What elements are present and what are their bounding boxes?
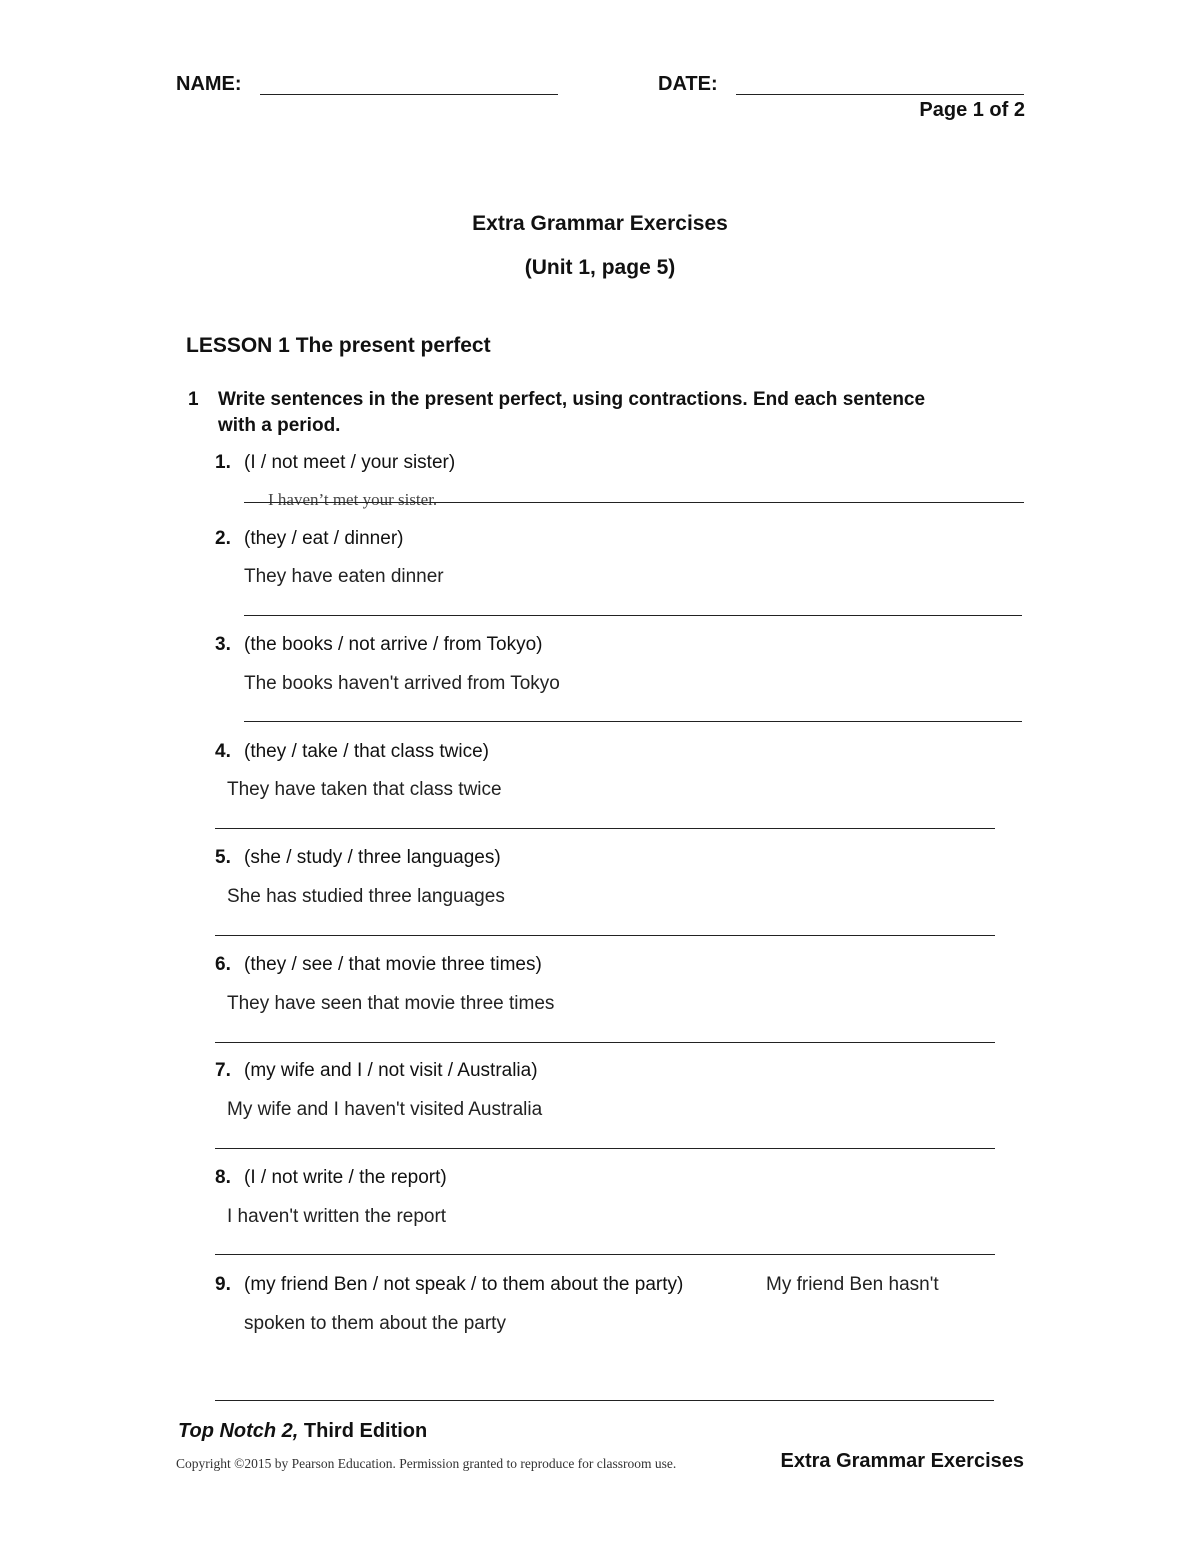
answer-line[interactable]	[215, 1254, 995, 1255]
item-answer[interactable]: My friend Ben hasn't	[766, 1274, 939, 1295]
name-label: NAME:	[176, 73, 242, 95]
item-prompt: (my friend Ben / not speak / to them about the party)	[244, 1274, 684, 1295]
item-number: 5.	[215, 847, 231, 868]
item-number: 7.	[215, 1060, 231, 1081]
footer-book-title-line	[178, 1420, 427, 1443]
item-answer[interactable]: I haven't written the report	[227, 1206, 447, 1227]
item-prompt: (they / see / that movie three times)	[244, 954, 542, 975]
item-prompt: (they / take / that class twice)	[244, 741, 489, 762]
item-prompt: (my wife and I / not visit / Australia)	[244, 1060, 538, 1081]
exercise-instruction-line2: with a period.	[218, 415, 341, 436]
footer-book-title: Top Notch 2,	[178, 1420, 299, 1442]
answer-line[interactable]	[215, 1400, 994, 1401]
item-number: 3.	[215, 634, 231, 655]
item-prompt: (the books / not arrive / from Tokyo)	[244, 634, 543, 655]
item-answer[interactable]: My wife and I haven't visited Australia	[227, 1099, 543, 1120]
date-field-line[interactable]	[736, 94, 1024, 95]
footer-edition: Third Edition	[298, 1420, 428, 1442]
item-prompt: (I / not write / the report)	[244, 1167, 447, 1188]
item-answer[interactable]: They have taken that class twice	[227, 779, 502, 800]
item-number: 9.	[215, 1274, 231, 1295]
answer-line[interactable]	[244, 721, 1022, 722]
answer-line[interactable]	[215, 935, 995, 936]
date-label: DATE:	[658, 73, 718, 95]
item-answer[interactable]: They have eaten dinner	[244, 566, 444, 587]
item-number: 8.	[215, 1167, 231, 1188]
item-answer[interactable]: The books haven't arrived from Tokyo	[244, 673, 560, 694]
exercise-number: 1	[188, 389, 199, 410]
item-answer[interactable]: They have seen that movie three times	[227, 993, 555, 1014]
answer-line[interactable]	[215, 1148, 995, 1149]
item-number: 4.	[215, 741, 231, 762]
page-indicator: Page 1 of 2	[919, 99, 1025, 121]
item-prompt: (I / not meet / your sister)	[244, 452, 456, 473]
page-title: Extra Grammar Exercises	[472, 212, 728, 235]
footer-copyright: Copyright ©2015 by Pearson Education. Permission granted to reproduce for classroom use.	[176, 1456, 677, 1471]
page-subtitle: (Unit 1, page 5)	[524, 256, 676, 279]
item-prompt: (she / study / three languages)	[244, 847, 501, 868]
item-number: 6.	[215, 954, 231, 975]
example-answer: I haven’t met your sister.	[268, 490, 438, 509]
item-number: 2.	[215, 528, 231, 549]
answer-line[interactable]	[215, 828, 995, 829]
footer-section-label: Extra Grammar Exercises	[780, 1450, 1024, 1472]
item-answer-continued[interactable]: spoken to them about the party	[244, 1313, 506, 1334]
answer-line[interactable]	[244, 615, 1022, 616]
exercise-instruction-line1: Write sentences in the present perfect, using contractions. End each sentence	[218, 389, 926, 410]
lesson-heading: LESSON 1 The present perfect	[186, 334, 491, 357]
item-prompt: (they / eat / dinner)	[244, 528, 404, 549]
name-field-line[interactable]	[260, 94, 558, 95]
answer-line[interactable]	[215, 1042, 995, 1043]
item-number: 1.	[215, 452, 231, 473]
answer-line[interactable]	[244, 502, 1024, 503]
item-answer[interactable]: She has studied three languages	[227, 886, 505, 907]
